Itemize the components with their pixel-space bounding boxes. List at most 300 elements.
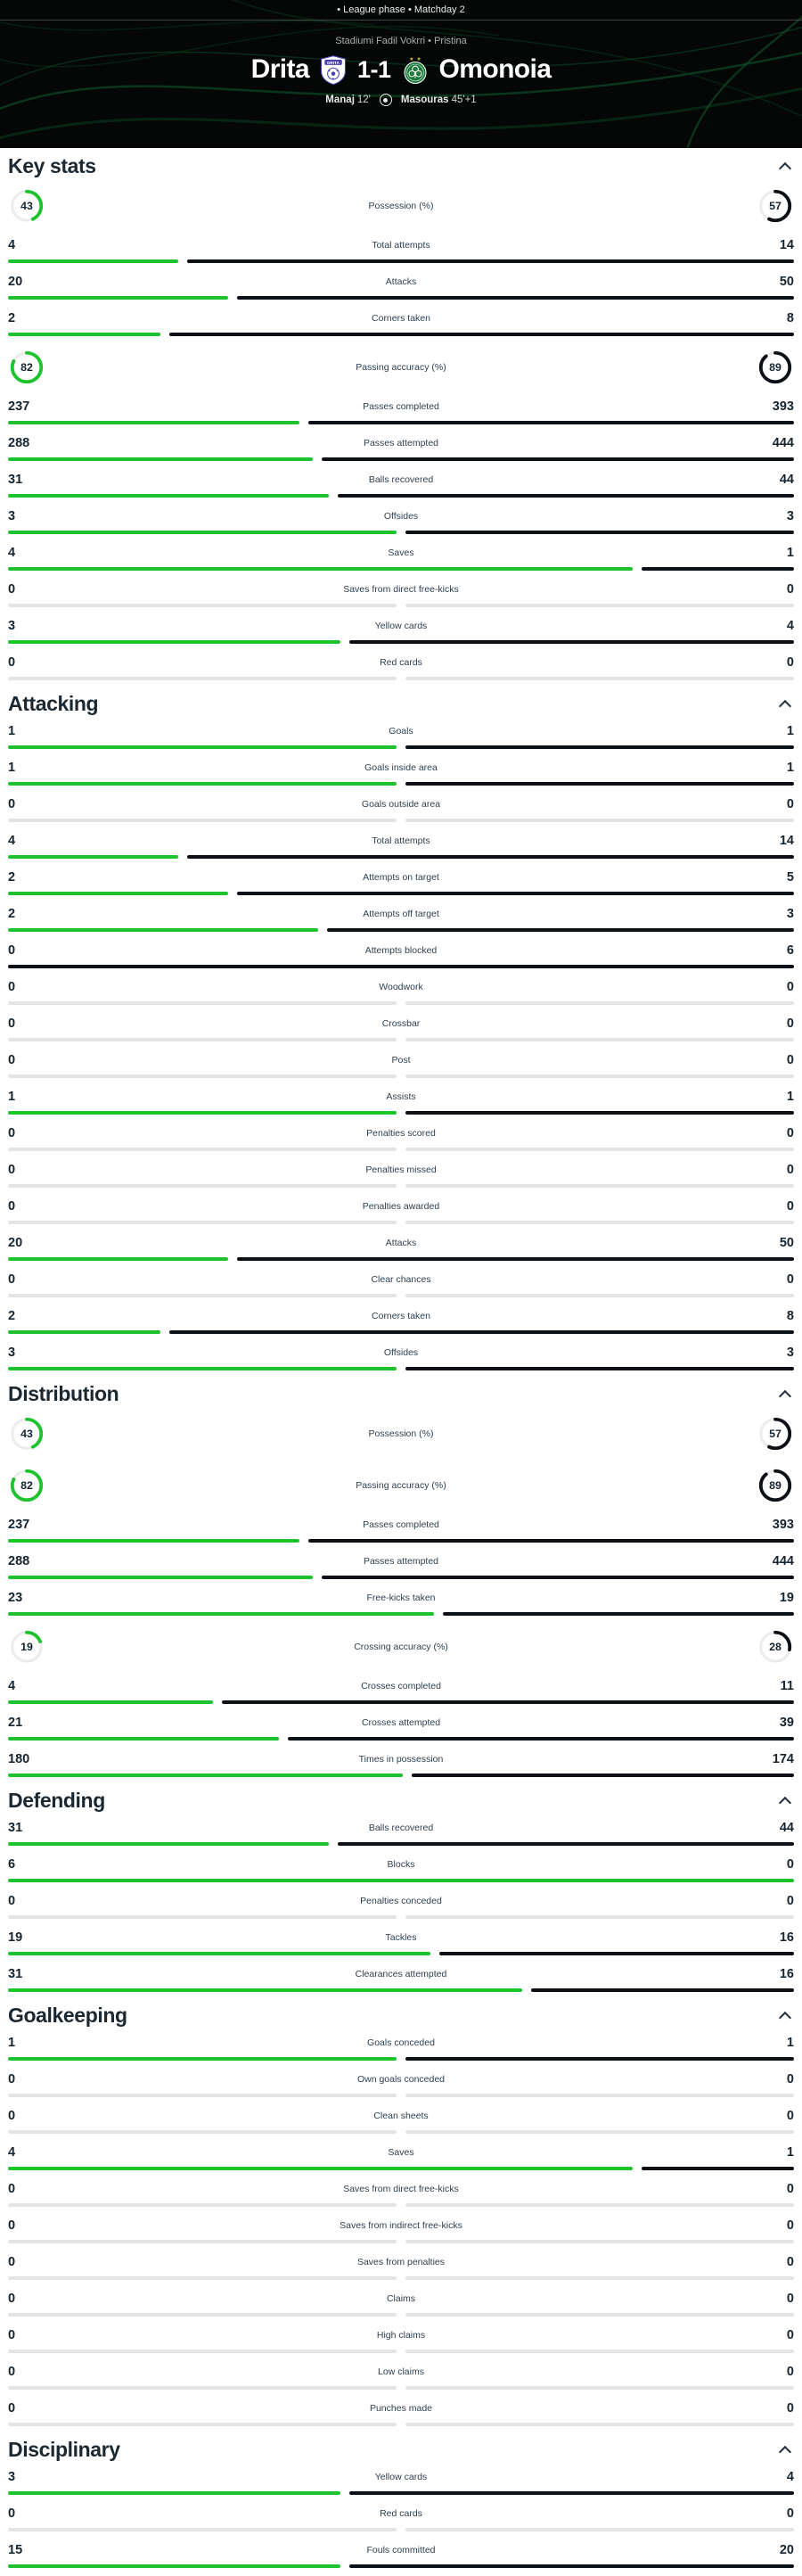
away-bar-segment (405, 819, 794, 822)
svg-text:DRITA: DRITA (327, 60, 340, 65)
stat-bar (8, 1700, 794, 1704)
stat-row (0, 1266, 802, 1303)
svg-text:89: 89 (769, 1479, 782, 1492)
stat-row (0, 1548, 802, 1584)
stat-row (0, 1408, 802, 1460)
home-bar-segment (8, 421, 299, 424)
home-value: 4 (8, 238, 16, 252)
stat-bar (8, 2240, 794, 2243)
stat-bar (8, 531, 794, 534)
away-value: 3 (786, 1346, 794, 1360)
stat-bar (8, 1612, 794, 1616)
away-bar-segment (338, 1842, 794, 1846)
omonoia-badge-icon (402, 55, 429, 85)
away-value: 393 (772, 399, 794, 414)
stat-row (0, 539, 802, 576)
away-value: 0 (786, 1053, 794, 1067)
home-value: 3 (8, 619, 16, 633)
home-bar-segment (8, 745, 397, 749)
home-bar-segment (8, 782, 397, 786)
stat-bar (8, 1184, 794, 1188)
away-value: 0 (786, 2401, 794, 2416)
stat-row (0, 1815, 802, 1851)
stat-label: Goals conceded (367, 2037, 435, 2048)
competition-breadcrumb (0, 0, 802, 21)
stat-bar (8, 1074, 794, 1078)
home-bar-segment (8, 1367, 397, 1370)
away-bar-segment (405, 2094, 794, 2097)
away-bar-segment (237, 1257, 794, 1261)
home-team-name[interactable]: Drita (250, 54, 309, 84)
stat-bar (8, 1539, 794, 1543)
stat-label: Saves (388, 2147, 414, 2158)
chevron-up-icon[interactable] (779, 161, 791, 174)
away-value: 8 (786, 311, 794, 325)
stat-row (0, 2103, 802, 2139)
away-value: 0 (786, 1016, 794, 1031)
home-value: 2 (8, 907, 16, 921)
home-value: 4 (8, 546, 16, 560)
away-value: 0 (786, 655, 794, 670)
chevron-up-icon[interactable] (779, 2011, 791, 2023)
away-bar-segment (327, 928, 794, 932)
away-bar-segment (405, 2057, 794, 2061)
stat-row (0, 1193, 802, 1230)
home-value: 4 (8, 834, 16, 848)
away-bar-segment (349, 2491, 794, 2495)
home-bar-segment (8, 333, 160, 336)
away-value: 11 (780, 1679, 794, 1693)
away-bar-segment (308, 421, 794, 424)
away-bar-segment (8, 965, 794, 968)
away-value: 20 (779, 2543, 794, 2557)
section-header (0, 1376, 802, 1408)
away-value: 1 (786, 761, 794, 775)
stat-label: Free-kicks taken (366, 1593, 436, 1603)
away-value: 1 (786, 2145, 794, 2160)
away-bar-segment (405, 2240, 794, 2243)
home-value: 3 (8, 2470, 16, 2484)
stat-row (0, 901, 802, 937)
section-title: Key stats (8, 154, 96, 177)
away-value: 50 (779, 275, 794, 289)
away-bar-segment (405, 1367, 794, 1370)
away-bar-segment (405, 1148, 794, 1151)
away-bar-segment (531, 1988, 794, 1992)
stat-bar (8, 1842, 794, 1846)
home-bar-segment (8, 2423, 397, 2426)
stat-label: Crosses completed (361, 1681, 441, 1691)
stat-label: Total attempts (372, 835, 430, 846)
stat-bar (8, 2423, 794, 2426)
home-value: 1 (8, 761, 16, 775)
away-bar-segment (405, 2386, 794, 2390)
away-bar-segment (405, 1074, 794, 1078)
section-header (0, 1782, 802, 1815)
stat-row (0, 649, 802, 686)
stat-row (0, 2464, 802, 2500)
stat-row (0, 2212, 802, 2249)
home-value: 0 (8, 1163, 16, 1177)
stat-row (0, 1888, 802, 1924)
home-value: 0 (8, 2401, 16, 2416)
away-bar-segment (405, 677, 794, 680)
away-value: 0 (786, 582, 794, 597)
stat-label: Penalties missed (365, 1165, 437, 1175)
stat-row (0, 2285, 802, 2322)
stat-bar (8, 604, 794, 607)
stat-row (0, 754, 802, 791)
section-title: Disciplinary (8, 2438, 120, 2461)
home-value: 288 (8, 1554, 30, 1568)
away-value: 0 (786, 2072, 794, 2086)
section-title: Defending (8, 1789, 105, 1812)
section-header (0, 686, 802, 718)
home-value: 31 (8, 1967, 23, 1981)
home-value: 0 (8, 582, 16, 597)
home-value: 31 (8, 1821, 23, 1835)
stat-label: Clear chances (371, 1274, 431, 1285)
away-value: 44 (779, 1821, 794, 1835)
away-bar-segment (338, 494, 794, 498)
football-goal-icon (380, 94, 392, 106)
home-value: 2 (8, 1309, 16, 1323)
away-value: 16 (779, 1967, 794, 1981)
stat-label: Balls recovered (368, 1823, 434, 1833)
stat-row (0, 503, 802, 539)
away-value: 0 (786, 1199, 794, 1214)
chevron-up-icon[interactable] (779, 1796, 791, 1808)
away-bar-segment (405, 2276, 794, 2280)
stat-label: Crosses attempted (361, 1717, 441, 1728)
stat-bar (8, 2057, 794, 2061)
home-value: 0 (8, 2218, 16, 2233)
home-bar-segment (8, 677, 397, 680)
away-value: 16 (779, 1930, 794, 1945)
stat-label: Saves from direct free-kicks (343, 2184, 459, 2194)
stat-label: Passing accuracy (%) (356, 1480, 446, 1491)
stat-bar (8, 1330, 794, 1334)
stat-row (0, 2249, 802, 2285)
away-bar-segment (405, 1184, 794, 1188)
away-bar-segment (349, 2564, 794, 2568)
stat-row (0, 1511, 802, 1548)
stat-bar (8, 2528, 794, 2531)
stat-row (0, 827, 802, 864)
away-value: 3 (786, 907, 794, 921)
stat-label: Attempts blocked (364, 945, 438, 956)
stat-row (0, 576, 802, 613)
away-value: 3 (786, 509, 794, 523)
stat-bar (8, 2203, 794, 2207)
home-bar-segment (8, 1074, 397, 1078)
home-value: 15 (8, 2543, 23, 2557)
home-value: 31 (8, 473, 23, 487)
svg-text:89: 89 (769, 361, 782, 374)
home-bar-segment (8, 2057, 397, 2061)
away-value: 174 (772, 1752, 794, 1766)
away-value: 0 (786, 2292, 794, 2306)
home-value: 0 (8, 2365, 16, 2379)
stat-label: Crossing accuracy (%) (354, 1642, 448, 1652)
away-bar-segment (237, 296, 794, 300)
stat-label: Clean sheets (373, 2111, 429, 2121)
home-value: 20 (8, 1236, 23, 1250)
stat-row (0, 430, 802, 466)
home-bar-segment (8, 1576, 313, 1579)
home-bar-segment (8, 2528, 397, 2531)
stat-bar (8, 1257, 794, 1261)
stat-row (0, 1746, 802, 1782)
stat-row (0, 2139, 802, 2176)
stat-label: Clearances attempted (355, 1969, 447, 1979)
away-bar-segment (237, 892, 794, 895)
section-title: Goalkeeping (8, 2004, 127, 2027)
away-bar-segment (405, 2130, 794, 2134)
stat-label: Red cards (380, 657, 422, 668)
svg-text:43: 43 (20, 1428, 33, 1440)
stat-bar (8, 819, 794, 822)
home-bar-segment (8, 2130, 397, 2134)
away-bar-segment (405, 1221, 794, 1224)
stat-bar (8, 1737, 794, 1741)
home-bar-segment (8, 1330, 160, 1334)
away-bar-segment (405, 1001, 794, 1005)
away-bar-segment (349, 640, 794, 644)
chevron-up-icon[interactable] (779, 699, 791, 712)
away-scorer-name: Masouras (400, 95, 449, 105)
away-value: 4 (786, 2470, 794, 2484)
stat-row (0, 305, 802, 342)
away-value: 19 (779, 1591, 794, 1605)
stat-label: Yellow cards (374, 2472, 428, 2482)
svg-text:82: 82 (20, 361, 33, 374)
home-bar-segment (8, 494, 329, 498)
stat-label: Corners taken (372, 1311, 430, 1321)
stat-label: Attacks (385, 276, 417, 287)
away-bar-segment (642, 2167, 794, 2170)
away-team-name[interactable]: Omonoia (438, 54, 552, 84)
stat-label: Yellow cards (374, 621, 428, 631)
section-goalkeeping (0, 1997, 802, 2432)
stat-label: Penalties awarded (362, 1201, 440, 1212)
stat-row (0, 1961, 802, 1997)
away-bar-segment (288, 1737, 794, 1741)
away-scorer (401, 95, 477, 105)
stat-bar (8, 965, 794, 968)
stat-row (0, 937, 802, 974)
stat-label: Goals inside area (364, 762, 438, 773)
stat-label: Saves from indirect free-kicks (340, 2220, 462, 2231)
stat-bar (8, 421, 794, 424)
stat-row (0, 1047, 802, 1083)
stat-row (0, 1460, 802, 1511)
away-value: 0 (786, 2109, 794, 2123)
home-bar-segment (8, 259, 178, 263)
away-value: 1 (786, 1090, 794, 1104)
competition-line: • League phase • Matchday 2 (337, 4, 465, 15)
home-value: 0 (8, 2255, 16, 2269)
stat-row (0, 180, 802, 232)
home-value: 0 (8, 2182, 16, 2196)
stat-row (0, 1120, 802, 1156)
home-value: 4 (8, 2145, 16, 2160)
stat-label: Corners taken (372, 313, 430, 324)
home-value: 0 (8, 655, 16, 670)
away-bar-segment (187, 855, 794, 859)
stat-row (0, 2500, 802, 2537)
svg-text:28: 28 (769, 1641, 782, 1653)
venue-line: Stadiumi Fadil Vokrri • Pristina (335, 36, 467, 46)
stat-row (0, 2358, 802, 2395)
stat-bar (8, 259, 794, 263)
away-bar-segment (405, 604, 794, 607)
stat-label: Attempts on target (363, 872, 439, 883)
away-value: 0 (786, 2218, 794, 2233)
stat-label: Assists (386, 1091, 416, 1102)
away-value: 393 (772, 1518, 794, 1532)
away-value: 50 (779, 1236, 794, 1250)
away-scorer-minute: 45'+1 (451, 95, 477, 105)
stat-bar (8, 1879, 794, 1882)
stat-bar (8, 2313, 794, 2317)
stat-bar (8, 2130, 794, 2134)
home-value: 2 (8, 311, 16, 325)
scoreline (0, 54, 802, 85)
stat-bar (8, 2386, 794, 2390)
chevron-up-icon[interactable] (779, 1389, 791, 1402)
stat-row (0, 1083, 802, 1120)
stat-row (0, 1010, 802, 1047)
stat-label: Offsides (383, 1347, 419, 1358)
stat-row (0, 393, 802, 430)
home-bar-segment (8, 640, 340, 644)
stat-bar (8, 1294, 794, 1297)
home-value: 0 (8, 1126, 16, 1140)
stat-label: Passes completed (363, 401, 439, 412)
home-scorer (325, 95, 371, 105)
stat-bar (8, 892, 794, 895)
away-value: 0 (786, 980, 794, 994)
stat-row (0, 1156, 802, 1193)
match-header (0, 0, 802, 148)
stat-row (0, 974, 802, 1010)
home-value: 6 (8, 1857, 16, 1872)
home-bar-segment (8, 1257, 228, 1261)
home-bar-segment (8, 296, 228, 300)
home-bar-segment (8, 1184, 397, 1188)
home-value: 0 (8, 1053, 16, 1067)
home-bar-segment (8, 1700, 213, 1704)
home-value: 288 (8, 436, 30, 450)
drita-badge-icon (320, 55, 347, 85)
section-title: Attacking (8, 692, 99, 715)
stat-bar (8, 640, 794, 644)
home-value: 0 (8, 1272, 16, 1287)
home-value: 3 (8, 1346, 16, 1360)
svg-text:82: 82 (20, 1479, 33, 1492)
stat-row (0, 466, 802, 503)
chevron-up-icon[interactable] (779, 2445, 791, 2457)
home-bar-segment (8, 2313, 397, 2317)
stat-row (0, 864, 802, 901)
home-bar-segment (8, 1294, 397, 1297)
stat-label: Punches made (369, 2403, 433, 2414)
stat-bar (8, 2167, 794, 2170)
home-bar-segment (8, 1148, 397, 1151)
stat-label: Offsides (383, 511, 419, 522)
stat-row (0, 1924, 802, 1961)
stat-row (0, 2176, 802, 2212)
away-bar-segment (405, 2350, 794, 2353)
home-bar-segment (8, 457, 313, 461)
home-value: 0 (8, 2072, 16, 2086)
home-value: 0 (8, 980, 16, 994)
goalscorers-line (0, 94, 802, 106)
stat-label: Possession (%) (368, 201, 434, 211)
stat-bar (8, 677, 794, 680)
stat-row (0, 1339, 802, 1376)
home-bar-segment (8, 2350, 397, 2353)
stat-label: Passes attempted (363, 438, 439, 449)
stat-row (0, 791, 802, 827)
home-bar-segment (8, 928, 318, 932)
away-value: 1 (786, 724, 794, 738)
away-bar-segment (308, 1539, 794, 1543)
home-value: 23 (8, 1591, 23, 1605)
home-bar-segment (8, 892, 228, 895)
away-bar-segment (642, 567, 794, 571)
stat-label: Blocks (387, 1859, 415, 1870)
stat-label: Passes attempted (363, 1556, 439, 1567)
stat-bar (8, 2491, 794, 2495)
away-bar-segment (412, 1774, 794, 1777)
stat-row (0, 1303, 802, 1339)
stat-label: Tackles (385, 1932, 417, 1943)
home-bar-segment (8, 1539, 299, 1543)
away-bar-segment (322, 457, 794, 461)
section-header (0, 1997, 802, 2029)
home-value: 0 (8, 2292, 16, 2306)
stat-row (0, 232, 802, 268)
home-bar-segment (8, 1988, 522, 1992)
home-value: 2 (8, 870, 16, 885)
home-bar-segment (8, 855, 178, 859)
stat-label: Goals outside area (361, 799, 441, 810)
stat-label: Penalties scored (366, 1128, 436, 1139)
away-bar-segment (405, 1294, 794, 1297)
stat-row (0, 1709, 802, 1746)
home-scorer-minute: 12' (356, 95, 371, 105)
score: 1-1 (357, 55, 391, 83)
away-bar-segment (405, 2423, 794, 2426)
stat-bar (8, 1001, 794, 1005)
away-bar-segment (405, 1111, 794, 1115)
away-value: 44 (779, 473, 794, 487)
home-value: 237 (8, 1518, 30, 1532)
home-value: 3 (8, 509, 16, 523)
stat-bar (8, 567, 794, 571)
away-bar-segment (405, 782, 794, 786)
stat-bar (8, 1038, 794, 1041)
section-key-stats (0, 148, 802, 686)
stat-bar (8, 928, 794, 932)
stat-row (0, 2537, 802, 2573)
stat-row (0, 2395, 802, 2432)
stat-label: Saves (388, 547, 414, 558)
away-bar-segment (405, 2313, 794, 2317)
home-bar-segment (8, 1001, 397, 1005)
